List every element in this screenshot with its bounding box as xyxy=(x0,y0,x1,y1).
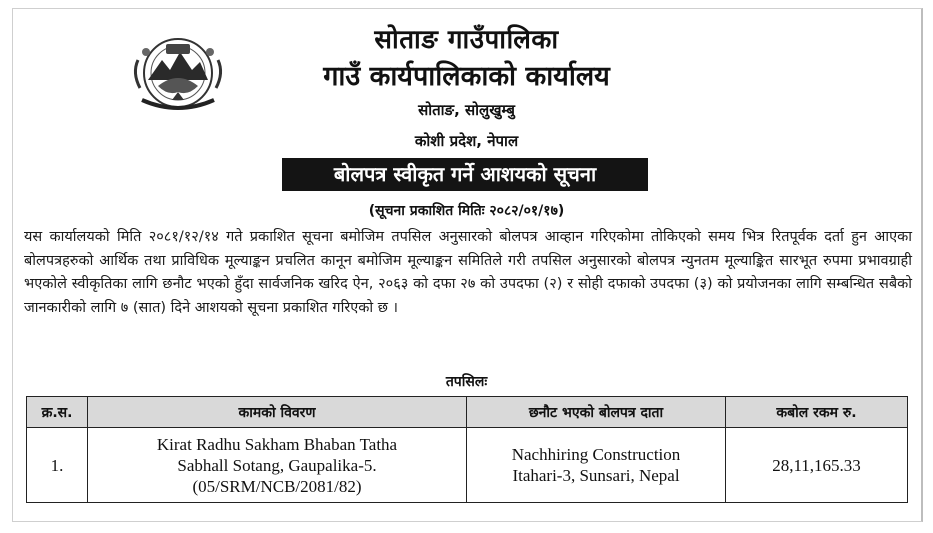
office-name: गाउँ कार्यपालिकाको कार्यालय xyxy=(323,61,610,92)
tender-table xyxy=(26,396,908,503)
cell-bidder xyxy=(467,428,726,503)
notice-title-banner: बोलपत्र स्वीकृत गर्ने आशयको सूचना xyxy=(282,158,648,191)
header-sn: क्र.स. xyxy=(27,397,88,428)
schedule-label: तपसिलः xyxy=(445,374,488,390)
bidder-line-1: Nachhiring Construction xyxy=(511,445,681,464)
bidder-line-2: Itahari-3, Sunsari, Nepal xyxy=(512,466,680,485)
publication-date: (सूचना प्रकाशित मितिः २०८२/०१/१७) xyxy=(368,203,565,219)
address-line-2: कोशी प्रदेश, नेपाल xyxy=(414,132,519,150)
header-amount: कबोल रकम रु. xyxy=(726,397,908,428)
cell-sn: 1. xyxy=(27,428,88,503)
table-row xyxy=(27,428,908,503)
header-bidder: छनौट भएको बोलपत्र दाता xyxy=(467,397,726,428)
table-header-row xyxy=(27,397,908,428)
notice-body: यस कार्यालयको मिति २०८१/१२/१४ गते प्रकाशित सूचना बमोजिम तपसिल अनुसारको बोलपत्र आव्हान गरिएकोमा तोकिएको समय भित्र रितपूर्वक दर्ता हुन आएका बोलपत्रहरुको आर्थिक तथा प्राविधिक मूल्याङ्कन प्रचलित कानून बमोजिम मूल्याङ्कन समितिले गरी तपसिल अनुसारको बोलपत्र न्युनतम मूल्याङ्कित सारभूत रुपमा प्रभावग्राही भएकोले स्वीकृतिका लागि छनौट भएको हुँदा सार्वजनिक खरिद ऐन, २०६३ को दफा २७ को उपदफा (२) र सोही दफाको उपदफा (३) को प्रयोजनका लागि सम्बन्धित सबैको जानकारीको लागि ७ (सात) दिने आशयको सूचना प्रकाशित गरिएको छ । xyxy=(24,229,912,316)
municipality-name: सोताङ गाउँपालिका xyxy=(374,25,559,55)
cell-work xyxy=(88,428,467,503)
work-line-1: Kirat Radhu Sakham Bhaban Tatha xyxy=(156,434,398,454)
work-line-3: (05/SRM/NCB/2081/82) xyxy=(192,476,362,496)
cell-amount: 28,11,165.33 xyxy=(726,428,908,503)
header-work: कामको विवरण xyxy=(88,397,467,428)
address-line-1: सोताङ, सोलुखुम्बु xyxy=(418,101,515,119)
work-line-2: Sabhall Sotang, Gaupalika-5. xyxy=(177,455,377,475)
